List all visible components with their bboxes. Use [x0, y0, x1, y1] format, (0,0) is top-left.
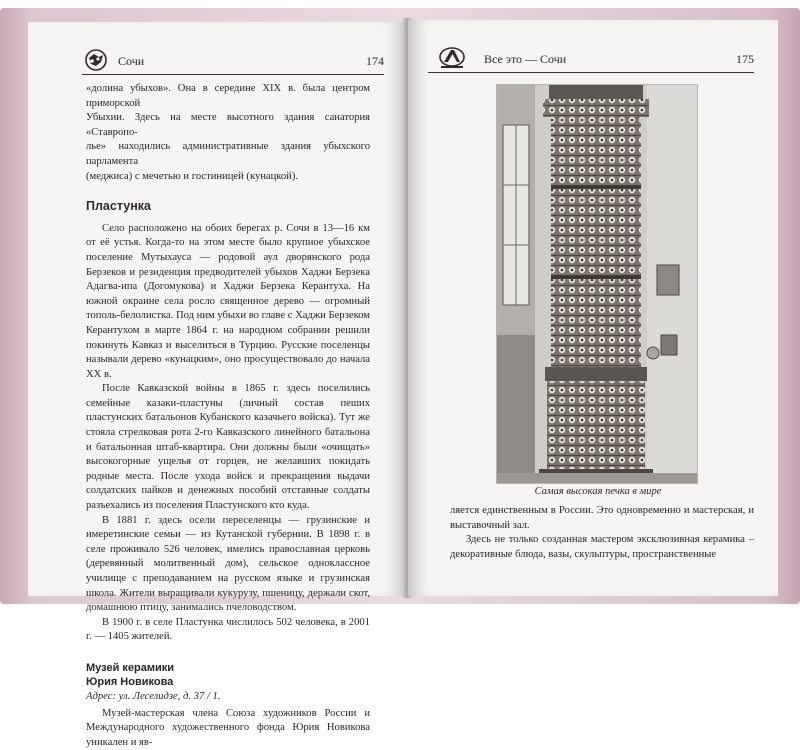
right-page — [408, 20, 778, 596]
museum-title — [86, 661, 370, 689]
left-page — [28, 22, 406, 748]
intro-line: (меджиса) с мечетью и гостиницей (кунацкой). — [86, 170, 299, 182]
left-text-block — [86, 82, 370, 750]
intro-line: лье» находились административные здания убыхского парламента — [86, 141, 370, 167]
tiled-stove-image — [497, 85, 697, 483]
intro-line: Убыхии. Здесь на месте высотного здания санатория «Ставропо- — [86, 112, 370, 138]
museum-address: Адрес: ул. Леселидзе, д. 37 / 1. — [86, 690, 221, 702]
body-paragraph: В 1881 г. здесь осели переселенцы — грузинские и имеретинские семьи — из Кутанской губернии. В 1898 г. в селе проживало 526 человек, имелись православная церковь (деревянный молитвенный дом), сельское одноклассное училище с преподаванием на русском языке и грузинская школа. Жители выращивали кукурузу, пшеницу, держали скот, домашнюю птицу, занимались пчеловодством. — [86, 514, 370, 614]
left-page-number: 174 — [366, 54, 384, 68]
body-paragraph: ляется единственным в России. Это одновременно и мастерская, и выставочный зал. — [450, 505, 754, 531]
intro-line: «долина убыхов». Она в середине XIX в. была центром приморской — [86, 83, 370, 109]
left-running-head — [82, 46, 384, 75]
publisher-logo-icon — [438, 46, 466, 70]
body-paragraph: Село расположено на обоих берегах р. Сочи в 13—16 км от её устья. Когда-то на этом месте было крупное убыхское поселение Мутыхауса — родовой аул дворянского рода Берзеков и резиденция предводителей убыхов Хаджи Берзека Адагва-ипа (Догомукова) и Хаджи Берзека Керантуха. На южной окраине села росло священное дерево — огромный тополь-белолистка. Под ним убыхи во главе с Хаджи Берзеком Керантухом в марте 1864 г. на народном собрании решили покинуть Кавказ и выселиться в Турцию. Русские поселенцы называли дерево «кунацким», оно просуществовало до начала XX в. — [86, 222, 370, 380]
section-title: Пластунка — [86, 199, 151, 214]
museum-title-line: Музей керамики — [86, 661, 175, 674]
left-running-title: Сочи — [118, 54, 145, 68]
body-paragraph: Здесь не только созданная мастером эксклюзивная керамика – декоративные блюда, вазы, скульптуры, пространственные — [450, 534, 754, 560]
sochi-emblem-icon — [82, 48, 110, 72]
body-paragraph: В 1900 г. в селе Пластунка числилось 502 человека, в 2001 г. — 1405 жителей. — [86, 616, 370, 643]
museum-paragraph: Музей-мастерская члена Союза художников России и Международного художественного фонда Юрия Новикова уникален и яв- — [86, 707, 370, 748]
body-paragraph: После Кавказской войны в 1865 г. здесь поселились семейные казаки-пластуны (личный состав пеших пластунских батальонов Кубанского казачьего войска). Тут же стояла стрелковая рота 2-го Кавказского линейного батальона и батальонная штаб-квартира. Они должны были «очищать» высокогорные ущелья от горцев, не желавших покидать родные места. После ухода войск и прекращения выдачи солдатских пайков и денежных пособий отставные солдаты разъехались из поселения Пластунского кто куда. — [86, 383, 370, 512]
right-page-number: 175 — [736, 52, 754, 66]
museum-title-line: Юрия Новикова — [86, 675, 174, 688]
photo-caption: Самая высокая печка в мире — [534, 486, 662, 497]
stove-photo — [496, 84, 698, 484]
right-running-head — [428, 44, 754, 73]
right-text-block — [450, 504, 754, 562]
right-running-title: Все это — Сочи — [484, 52, 567, 66]
